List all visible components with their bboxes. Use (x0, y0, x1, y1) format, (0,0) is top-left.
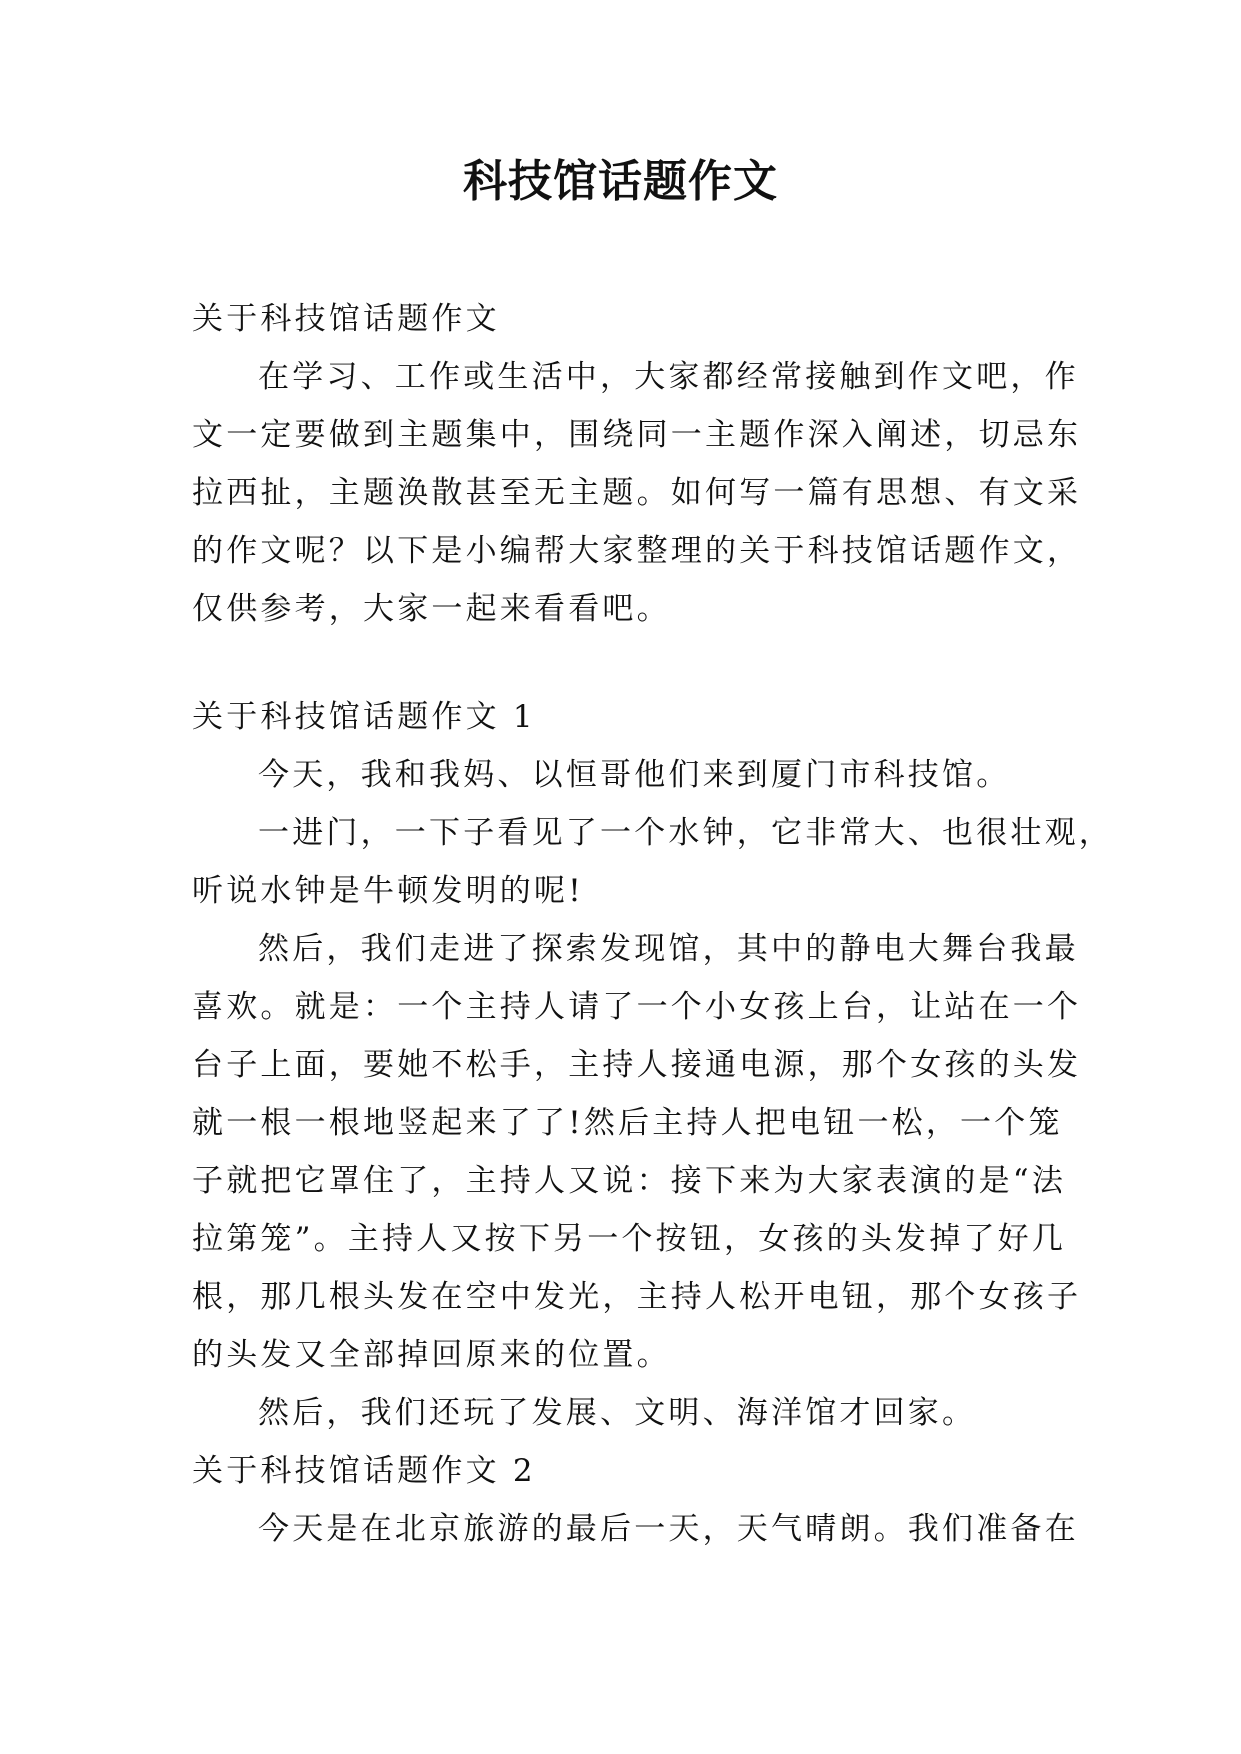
document-body (192, 290, 1113, 1558)
essay-1-line: 台子上面，要她不松手，主持人接通电源，那个女孩的头发 (192, 1047, 1082, 1083)
intro-paragraph-line: 仅供参考，大家一起来看看吧。 (192, 591, 671, 627)
essay-2-heading: 关于科技馆话题作文 2 (192, 1453, 536, 1489)
essay-1-heading: 关于科技馆话题作文 1 (192, 699, 536, 735)
essay-1-line: 听说水钟是牛顿发明的呢! (192, 873, 584, 909)
intro-heading: 关于科技馆话题作文 (192, 301, 500, 337)
essay-1-line: 喜欢。就是：一个主持人请了一个小女孩上台，让站在一个 (192, 989, 1082, 1025)
intro-paragraph-line: 拉西扯，主题涣散甚至无主题。如何写一篇有思想、有文采 (192, 475, 1082, 511)
essay-2-line: 今天是在北京旅游的最后一天，天气晴朗。我们准备在 (258, 1511, 1079, 1547)
essay-1-line: 然后，我们还玩了发展、文明、海洋馆才回家。 (258, 1395, 977, 1431)
essay-1-line: 子就把它罩住了，主持人又说：接下来为大家表演的是“法 (192, 1163, 1067, 1199)
essay-1-line: 然后，我们走进了探索发现馆，其中的静电大舞台我最 (258, 931, 1079, 967)
essay-1-line: 的头发又全部掉回原来的位置。 (192, 1337, 671, 1373)
essay-1-line: 就一根一根地竖起来了了!然后主持人把电钮一松，一个笼 (192, 1105, 1063, 1141)
intro-paragraph-line: 文一定要做到主题集中，围绕同一主题作深入阐述，切忌东 (192, 417, 1082, 453)
intro-paragraph-line: 在学习、工作或生活中，大家都经常接触到作文吧，作 (258, 359, 1079, 395)
essay-1-line: 拉第笼”。主持人又按下另一个按钮，女孩的头发掉了好几 (192, 1221, 1067, 1257)
document-title: 科技馆话题作文 (463, 156, 778, 207)
intro-paragraph-line: 的作文呢？以下是小编帮大家整理的关于科技馆话题作文， (192, 533, 1082, 569)
essay-1-line: 一进门，一下子看见了一个水钟，它非常大、也很壮观， (258, 815, 1113, 851)
essay-1-line: 根，那几根头发在空中发光，主持人松开电钮，那个女孩子 (192, 1279, 1082, 1315)
essay-1-line: 今天，我和我妈、以恒哥他们来到厦门市科技馆。 (258, 757, 1011, 793)
section-gap (192, 638, 1054, 688)
